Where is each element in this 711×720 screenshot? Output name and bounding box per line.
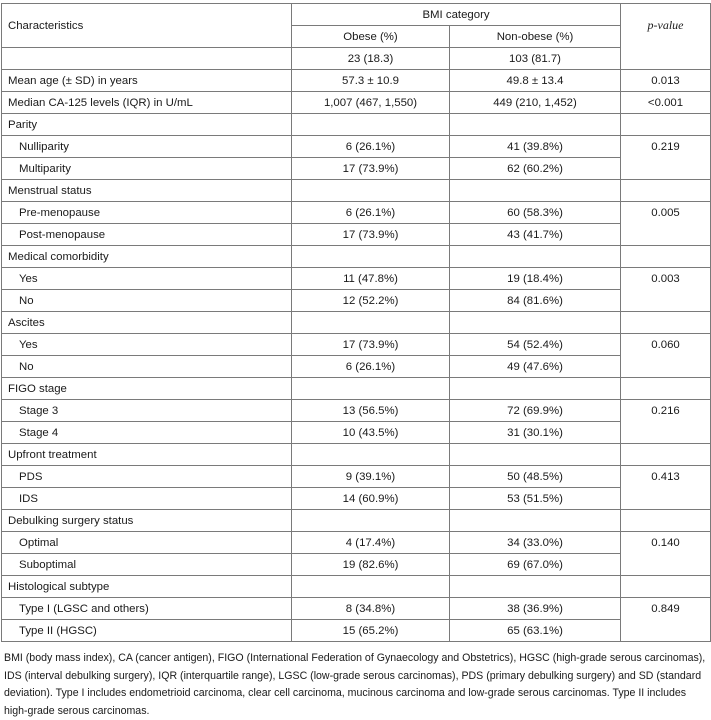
header-p-value: p-value [621,4,711,70]
cell-obese: 57.3 ± 10.9 [292,70,450,92]
row-label: No [2,290,292,312]
row-label: No [2,356,292,378]
cell-obese: 17 (73.9%) [292,158,450,180]
cell-p-value: 0.413 [621,466,711,488]
cell-non-obese: 43 (41.7%) [450,224,621,246]
table-row [2,290,711,312]
header-obese: Obese (%) [292,26,450,48]
row-label: Optimal [2,532,292,554]
row-label: Yes [2,334,292,356]
cell-non-obese: 34 (33.0%) [450,532,621,554]
cell-obese: 19 (82.6%) [292,554,450,576]
table-row [2,466,711,488]
table-row [2,334,711,356]
table-row [2,422,711,444]
cell-non-obese: 54 (52.4%) [450,334,621,356]
group-label: Parity [2,114,292,136]
group-header-row [2,114,711,136]
cell-non-obese: 50 (48.5%) [450,466,621,488]
row-label: Pre-menopause [2,202,292,224]
table-row [2,202,711,224]
characteristics-table [1,3,711,642]
row-label: PDS [2,466,292,488]
cell-obese: 9 (39.1%) [292,466,450,488]
row-label: Median CA-125 levels (IQR) in U/mL [2,92,292,114]
table-row [2,224,711,246]
cell-p-value: 0.219 [621,136,711,158]
table-row [2,598,711,620]
header-non-obese: Non-obese (%) [450,26,621,48]
table-row [2,400,711,422]
cell-non-obese: 53 (51.5%) [450,488,621,510]
table-row [2,158,711,180]
row-label: Suboptimal [2,554,292,576]
row-label: Type II (HGSC) [2,620,292,642]
header-bmi-category: BMI category [292,4,621,26]
group-label: Histological subtype [2,576,292,598]
table-row [2,356,711,378]
table-row [2,92,711,114]
group-header-row [2,312,711,334]
row-label: Mean age (± SD) in years [2,70,292,92]
table-row [2,532,711,554]
cell-obese: 6 (26.1%) [292,136,450,158]
cell-obese: 8 (34.8%) [292,598,450,620]
group-header-row [2,246,711,268]
cell-obese: 17 (73.9%) [292,224,450,246]
cell-obese: 6 (26.1%) [292,356,450,378]
row-label: Stage 3 [2,400,292,422]
row-label: Multiparity [2,158,292,180]
group-header-row [2,510,711,532]
cell-obese: 13 (56.5%) [292,400,450,422]
header-row [2,4,711,26]
cell-p-value: 0.013 [621,70,711,92]
cell-non-obese: 19 (18.4%) [450,268,621,290]
group-label: Menstrual status [2,180,292,202]
cell-non-obese: 49.8 ± 13.4 [450,70,621,92]
cell-non-obese: 49 (47.6%) [450,356,621,378]
cell-obese: 10 (43.5%) [292,422,450,444]
cell-non-obese: 65 (63.1%) [450,620,621,642]
table-row [2,554,711,576]
table-figure [0,3,711,720]
cell-obese: 1,007 (467, 1,550) [292,92,450,114]
group-header-row [2,378,711,400]
cell-p-value: 0.216 [621,400,711,422]
cell-p-value: 0.060 [621,334,711,356]
cell-p-value: 0.005 [621,202,711,224]
row-label: Type I (LGSC and others) [2,598,292,620]
table-row [2,136,711,158]
cell-obese: 6 (26.1%) [292,202,450,224]
table-footnote: BMI (body mass index), CA (cancer antigen), FIGO (International Federation of Gynaecology and Obstetrics), HGSC (high-grade serous carcinomas), IDS (interval debulking surgery), IQR (interquartile range), LGSC (low-grade serous carcinomas), PDS (primary debulking surgery) and SD (standard deviation). Type I includes endometrioid carcinoma, clear cell carcinoma, mucinous carcinoma and low-grade serous carcinomas. Type II includes high-grade serous carcinomas. [4,652,706,717]
table-row [2,488,711,510]
cell-non-obese: 72 (69.9%) [450,400,621,422]
cell-p-value: 0.003 [621,268,711,290]
table-row [2,620,711,642]
row-label: IDS [2,488,292,510]
cell-obese: 11 (47.8%) [292,268,450,290]
cell-non-obese: 62 (60.2%) [450,158,621,180]
row-label: Nulliparity [2,136,292,158]
group-label: Medical comorbidity [2,246,292,268]
header-obese-n: 23 (18.3) [292,48,450,70]
group-header-row [2,444,711,466]
cell-p-value: 0.140 [621,532,711,554]
group-label: FIGO stage [2,378,292,400]
header-counts-row [2,48,711,70]
cell-p-value: <0.001 [621,92,711,114]
cell-obese: 17 (73.9%) [292,334,450,356]
cell-obese: 4 (17.4%) [292,532,450,554]
row-label: Post-menopause [2,224,292,246]
cell-non-obese: 41 (39.8%) [450,136,621,158]
cell-non-obese: 38 (36.9%) [450,598,621,620]
header-non-obese-n: 103 (81.7) [450,48,621,70]
group-header-row [2,576,711,598]
row-label: Yes [2,268,292,290]
table-row [2,268,711,290]
group-header-row [2,180,711,202]
cell-p-value: 0.849 [621,598,711,620]
cell-obese: 15 (65.2%) [292,620,450,642]
group-label: Debulking surgery status [2,510,292,532]
table-row [2,70,711,92]
cell-non-obese: 84 (81.6%) [450,290,621,312]
cell-non-obese: 31 (30.1%) [450,422,621,444]
group-label: Upfront treatment [2,444,292,466]
group-label: Ascites [2,312,292,334]
cell-non-obese: 60 (58.3%) [450,202,621,224]
header-counts-blank [2,48,292,70]
cell-obese: 12 (52.2%) [292,290,450,312]
row-label: Stage 4 [2,422,292,444]
header-characteristics: Characteristics [2,4,292,48]
cell-non-obese: 449 (210, 1,452) [450,92,621,114]
cell-obese: 14 (60.9%) [292,488,450,510]
cell-non-obese: 69 (67.0%) [450,554,621,576]
